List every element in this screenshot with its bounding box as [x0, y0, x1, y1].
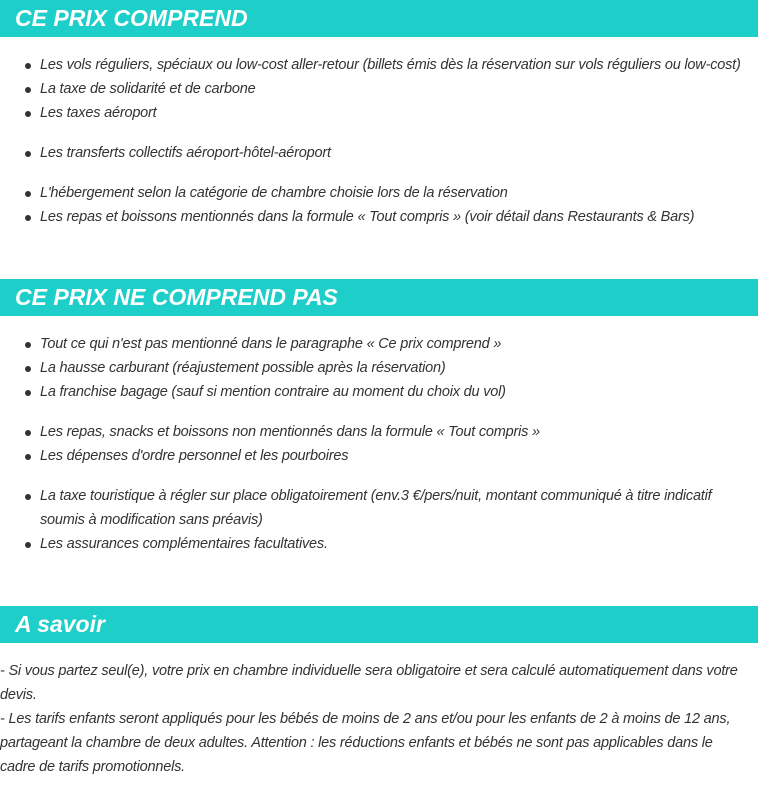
list-item: La taxe touristique à régler sur place obligatoirement (env.3 €/pers/nuit, montant communiqué à titre indicatif soumis à modification sans préavis) [0, 484, 758, 532]
list-item: Les transferts collectifs aéroport-hôtel-aéroport [0, 141, 758, 165]
savoir-paragraph: - Les tarifs enfants seront appliqués pour les bébés de moins de 2 ans et/ou pour les enfants de 2 à moins de 12 ans, partageant la chambre de deux adultes. Attention : les réductions enfants et bébés ne sont pas applicables dans le cadre de tarifs promotionnels. [0, 711, 731, 775]
list-item: Les taxes aéroport [0, 101, 758, 125]
bullet-icon [25, 151, 31, 157]
savoir-paragraph: - Si vous partez seul(e), votre prix en chambre individuelle sera obligatoire et sera calculé automatiquement dans votre devis. [0, 663, 738, 703]
bullet-icon [25, 366, 31, 372]
excludes-list [0, 332, 758, 556]
savoir-section [0, 606, 758, 779]
list-item: Les vols réguliers, spéciaux ou low-cost aller-retour (billets émis dès la réservation sur vols réguliers ou low-cost) [0, 53, 758, 77]
bullet-icon [25, 454, 31, 460]
list-item: La franchise bagage (sauf si mention contraire au moment du choix du vol) [0, 380, 758, 404]
list-item: La hausse carburant (réajustement possible après la réservation) [0, 356, 758, 380]
includes-heading: CE PRIX COMPREND [0, 0, 758, 37]
includes-list [0, 53, 758, 229]
list-item: Les repas, snacks et boissons non mentionnés dans la formule « Tout compris » [0, 420, 758, 444]
excludes-heading: CE PRIX NE COMPREND PAS [0, 279, 758, 316]
list-item: Les dépenses d'ordre personnel et les pourboires [0, 444, 758, 468]
bullet-icon [25, 111, 31, 117]
excludes-section [0, 279, 758, 556]
bullet-icon [25, 542, 31, 548]
list-item: Les repas et boissons mentionnés dans la formule « Tout compris » (voir détail dans Restaurants & Bars) [0, 205, 758, 229]
savoir-body [0, 659, 758, 779]
list-item: L'hébergement selon la catégorie de chambre choisie lors de la réservation [0, 181, 758, 205]
bullet-icon [25, 87, 31, 93]
bullet-icon [25, 342, 31, 348]
bullet-icon [25, 191, 31, 197]
bullet-icon [25, 390, 31, 396]
list-item: La taxe de solidarité et de carbone [0, 77, 758, 101]
bullet-icon [25, 63, 31, 69]
bullet-icon [25, 215, 31, 221]
bullet-icon [25, 494, 31, 500]
bullet-icon [25, 430, 31, 436]
includes-section [0, 0, 758, 229]
list-item: Les assurances complémentaires facultatives. [0, 532, 758, 556]
savoir-heading: A savoir [0, 606, 758, 643]
list-item: Tout ce qui n'est pas mentionné dans le paragraphe « Ce prix comprend » [0, 332, 758, 356]
